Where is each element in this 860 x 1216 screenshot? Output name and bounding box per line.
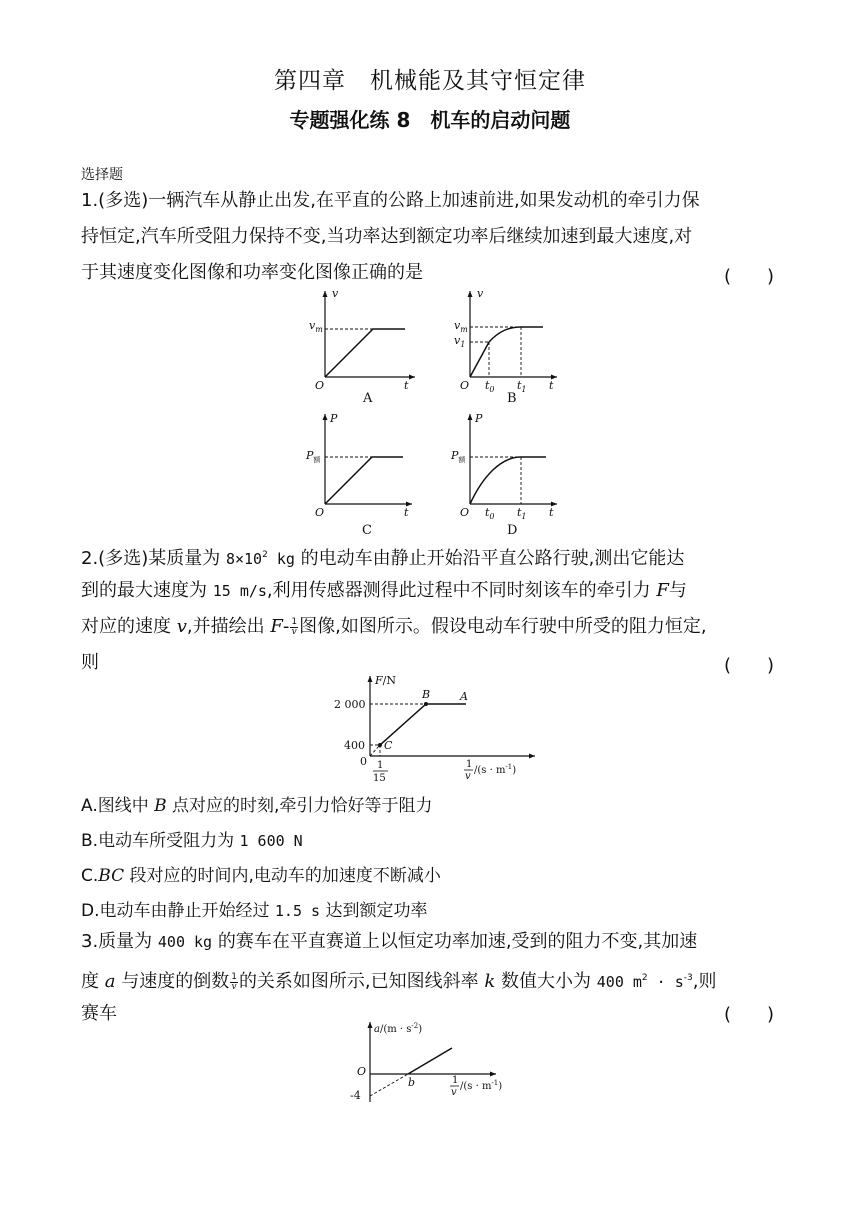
q2-option-d[interactable]: D.电动车由静止开始经过 1.5 s 达到额定功率 [81,901,428,921]
graph-label: B [507,391,517,405]
q3-graph [340,1018,520,1104]
t0-label: $t_0$ [485,379,495,394]
y-tick-2000: 2 000 [334,698,366,711]
prated-label: $P_额$ [451,449,466,464]
q3-answer-paren: ( ) [724,1004,775,1025]
origin-label: O [460,506,470,519]
x-axis-label: t [404,379,409,392]
inverse-v-fraction: $\frac{1}{v}$ [231,971,237,992]
extension-dashed-line [370,745,380,756]
power-curve [325,457,403,504]
origin-label: O [357,1065,367,1078]
a-curve [408,1048,452,1074]
q1-graph-a [300,285,420,405]
t1-label: $t_1$ [517,506,527,521]
q2-option-c[interactable]: C.BC 段对应的时间内,电动车的加速度不断减小 [81,866,441,886]
origin-label: O [460,379,470,392]
x-axis-arrow [490,1072,496,1077]
x-label-den: v [465,771,471,782]
x-label-num: 1 [466,759,473,770]
y-axis-label: F/N [375,674,396,687]
origin-label: O [315,379,325,392]
y-axis-arrow [323,291,328,297]
x-axis-arrow [529,754,535,759]
graph-label: C [362,523,372,538]
vm-label: $v_m$ [309,319,323,334]
q1-graph-d [445,410,565,538]
q2-option-a[interactable]: A.图线中 B 点对应的时刻,牵引力恰好等于阻力 [81,796,433,816]
q1-answer-paren: ( ) [724,266,775,287]
q1-line-2: 持恒定,汽车所受阻力保持不变,当功率达到额定功率后继续加速到最大速度,对 [81,226,693,247]
x-axis-arrow [409,375,415,380]
y-axis-label: P [475,412,483,425]
y-axis-arrow [323,414,328,420]
q3-line-3: 赛车 [81,1003,117,1024]
origin-label: O [315,506,325,519]
inverse-v-fraction: $\frac{1}{v}$ [291,616,298,637]
point-a-label: A [460,690,468,703]
q2-answer-paren: ( ) [724,655,775,676]
section-subtitle: 专题强化练 8 机车的启动问题 [289,108,571,132]
y-tick-minus4: -4 [350,1089,361,1102]
x-label-unit: $/(s \cdot m^{-1})$ [460,1079,503,1092]
point-c-label: C [384,739,393,752]
y-axis-arrow [368,676,373,682]
y-axis-label: v [477,287,484,300]
x-axis-label: t [404,506,409,519]
x-label-den: v [451,1087,457,1098]
point-b [424,702,428,706]
prated-label: $P_额$ [306,449,321,464]
t1-label: $t_1$ [517,379,527,394]
q1-line-3: 于其速度变化图像和功率变化图像正确的是 [81,262,423,283]
q2-line-2: 到的最大速度为 15 m/s,利用传感器测得此过程中不同时刻该车的牵引力 F与 [81,580,687,601]
q2-line-3: 对应的速度 v,并描绘出 F- $\frac{1}{v}$ 图像,如图所示。假设电动车行驶中所受的阻力恒定, [81,616,707,637]
q3-line-1: 3.质量为 400 kg 的赛车在平直赛道上以恒定功率加速,受到的阻力不变,其加速 [81,931,698,952]
y-axis-label: v [332,287,339,300]
q2-line-4: 则 [81,652,99,673]
t0-label: $t_0$ [485,506,495,521]
x-tick-den: 15 [373,773,386,784]
graph-label: A [363,391,373,405]
section-label: 选择题 [81,167,123,183]
y-axis-arrow [468,414,473,420]
y-axis-arrow [368,1022,373,1028]
x-tick-num: 1 [377,760,384,771]
f-curve [380,704,466,745]
velocity-curve [325,329,405,377]
b-label: b [408,1076,416,1089]
y-axis-arrow [468,291,473,297]
velocity-curve [470,327,543,377]
y-axis-label: $a/(m \cdot s^{-2})$ [374,1022,423,1035]
q1-graph-b [445,285,565,405]
x-label-num: 1 [452,1075,459,1086]
chapter-title: 第四章 机械能及其守恒定律 [274,68,586,94]
q1-graph-c [300,410,420,538]
origin-label: 0 [360,755,367,768]
extension-dashed-line [370,1074,408,1096]
y-axis-label: P [330,412,338,425]
vm-label: $v_m$ [454,319,468,334]
power-curve [470,457,546,504]
v1-label: $v_1$ [454,334,466,349]
y-tick-400: 400 [344,739,365,752]
q2-line-1: 2.(多选)某质量为 $8\times 10^2$ kg 的电动车由静止开始沿平直公路行驶,测出它能达 [81,548,685,569]
point-b-label: B [422,688,431,701]
q2-graph [330,672,540,784]
q1-line-1: 1.(多选)一辆汽车从静止出发,在平直的公路上加速前进,如果发动机的牵引力保 [81,190,700,211]
graph-label: D [507,523,518,538]
q2-option-b[interactable]: B.电动车所受阻力为 1 600 N [81,831,303,851]
q3-line-2: 度 a 与速度的倒数 $\frac{1}{v}$ 的关系如图所示,已知图线斜率 k 数值大小为 400 $m^2 \cdot s^{-3}$,则 [81,971,717,992]
x-label-unit: $/(s \cdot m^{-1})$ [474,763,517,776]
point-c [378,743,382,747]
x-axis-label: t [549,379,554,392]
x-axis-label: t [549,506,554,519]
